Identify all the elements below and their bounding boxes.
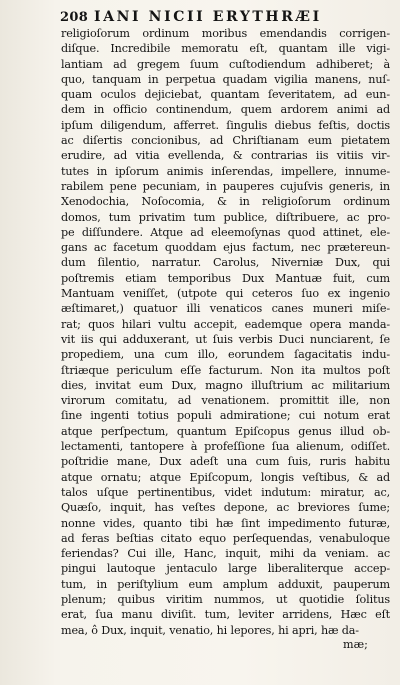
page-header bbox=[60, 9, 322, 25]
text-line: quo, tanquam in perpetua quadam vigilia manens, nuſ- bbox=[61, 72, 390, 86]
text-line: dum ſilentio, narratur. Carolus, Niverniæ Dux, qui bbox=[61, 256, 390, 270]
text-line: virorum comitatu, ad venationem. promittit ille, non bbox=[61, 394, 390, 408]
text-line: propediem, una cum illo, eorundem ſagacitatis indu- bbox=[61, 348, 390, 362]
text-line: diſque. Incredibile memoratu eſt, quantam ille vigi- bbox=[61, 42, 390, 56]
text-line: atque perſpectum, quantum Epiſcopus genus illud ob- bbox=[61, 424, 390, 438]
text-line: plenum; quibus viritim nummos, ut quotidie ſolitus bbox=[61, 592, 390, 606]
text-line: poſtremis etiam temporibus Dux Mantuæ fuit, cum bbox=[61, 271, 390, 285]
text-line: rabilem pene pecuniam, in pauperes cujuſvis generis, in bbox=[61, 179, 390, 193]
text-line: Quæſo, inquit, has veſtes depone, ac breviores ſume; bbox=[61, 501, 390, 515]
text-line: mea, ô Dux, inquit, venatio, hi lepores, hi apri, hæ da- bbox=[61, 623, 359, 637]
catchword: mæ; bbox=[343, 638, 368, 651]
text-line: lectamenti, tantopere à profeſſione ſua alienum, odiſſet. bbox=[61, 440, 390, 454]
text-line: gans ac facetum quoddam ejus factum, nec prætereun- bbox=[61, 241, 390, 255]
text-line: rat; quos hilari vultu accepit, eademque opera manda- bbox=[61, 317, 390, 331]
text-line: domos, tum privatim tum publice, diſtribuere, ac pro- bbox=[61, 210, 390, 224]
text-line: ad feras beſtias citato equo perſequendas, venabuloque bbox=[61, 531, 390, 545]
text-line: æſtimaret,) quatuor illi venaticos canes muneri miſe- bbox=[61, 302, 390, 316]
page-number: 208 bbox=[60, 10, 89, 25]
text-line: ſtriæque periculum eſſe facturum. Non ita multos poſt bbox=[61, 363, 390, 377]
text-line: poſtridie mane, Dux adeſt una cum ſuis, ruris habitu bbox=[61, 455, 390, 469]
text-line: lantiam ad gregem ſuum cuſtodiendum adhiberet; à bbox=[61, 57, 390, 71]
text-line: tutes in ipſorum animis inſerendas, impellere, innume- bbox=[61, 164, 390, 178]
text-line: pe diſſundere. Atque ad eleemoſynas quod attinet, ele- bbox=[61, 225, 390, 239]
text-line: atque ornatu; atque Epiſcopum, longis veſtibus, & ad bbox=[61, 470, 390, 484]
text-line: quam oculos dejiciebat, quantam ſeveritatem, ad eun- bbox=[61, 88, 390, 102]
text-line: dem in officio continendum, quem ardorem animi ad bbox=[61, 103, 390, 117]
text-line: ac diſertis concionibus, ad Chriſtianam eum pietatem bbox=[61, 134, 390, 148]
text-line: pingui lautoque jentaculo large liberaliterque accep- bbox=[61, 562, 390, 576]
text-line: dies, invitat eum Dux, magno illuſtrium ac militarium bbox=[61, 378, 390, 392]
text-line: erudire, ad vitia evellenda, & contrarias iis vitiis vir- bbox=[61, 149, 390, 163]
text-line: ipſum diligendum, afferret. ſingulis diebus feſtis, doctis bbox=[61, 118, 390, 132]
text-line: talos uſque pertinentibus, videt indutum: miratur, ac, bbox=[61, 485, 390, 499]
text-line: vit iis qui adduxerant, ut ſuis verbis Duci nunciarent, ſe bbox=[61, 332, 390, 346]
text-line: tum, in periſtylium eum amplum adduxit, pauperum bbox=[61, 577, 390, 591]
text-line: feriendas? Cui ille, Hanc, inquit, mihi da veniam. ac bbox=[61, 547, 390, 561]
body-text bbox=[61, 26, 390, 638]
text-line: Mantuam veniſſet, (utpote qui ceteros ſuo ex ingenio bbox=[61, 287, 390, 301]
text-line: religioſorum ordinum moribus emendandis corrigen- bbox=[61, 27, 390, 40]
running-head: IANI NICII ERYTHRÆI bbox=[94, 9, 322, 25]
text-line: nonne vides, quanto tibi hæ ſint impedimento futuræ, bbox=[61, 516, 390, 530]
text-line: Xenodochia, Noſocomia, & in religioſorum ordinum bbox=[61, 195, 390, 209]
text-line: ſine ingenti totius populi admiratione; cui notum erat bbox=[61, 409, 390, 423]
text-line: erat, ſua manu diviſit. tum, leviter arridens, Hæc eſt bbox=[61, 608, 390, 622]
